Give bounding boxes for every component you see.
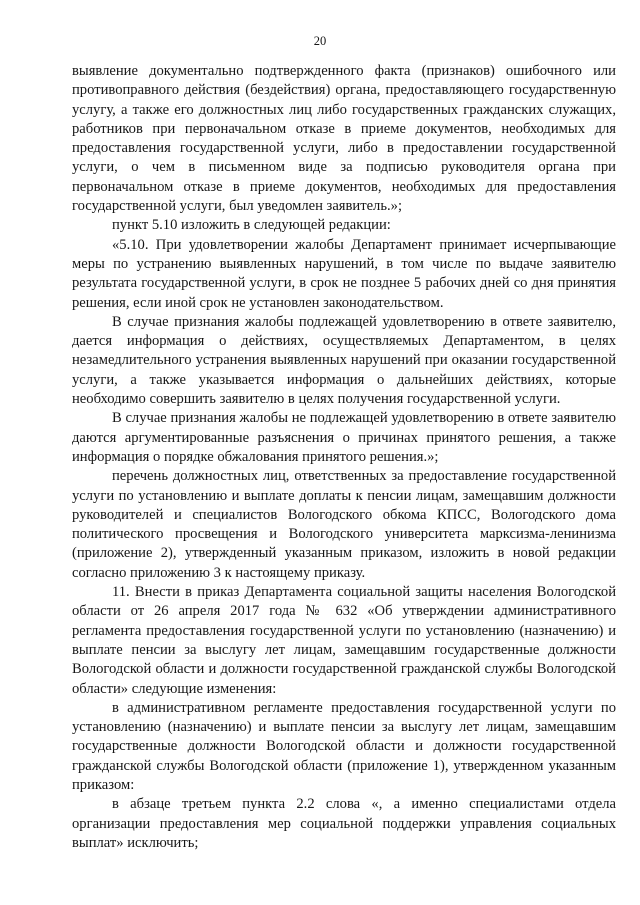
document-body xyxy=(72,62,616,853)
paragraph-clause-5-10: «5.10. При удовлетворении жалобы Департамент принимает исчерпывающие меры по устранению выявленных нарушений, в том числе по выдаче заявителю результата государственной услуги, в срок не позднее 5 рабочих дней со дня принятия решения, если иной срок не установлен законодательством. xyxy=(72,236,616,311)
paragraph-clause-2-2: в абзаце третьем пункта 2.2 слова «, а именно специалистами отдела организации предоставления мер социальной поддержки управления социальных выплат» исключить; xyxy=(72,796,616,851)
paragraph-item-11: 11. Внести в приказ Департамента социальной защиты населения Вологодской области от 26 апреля 2017 года № 632 «Об утверждении административного регламента предоставления государственной услуги по установлению (назначению) и выплате пенсии за выслугу лет лицам, замещавшим государственные должности Вологодской области и должности государственной гражданской службы Вологодской области» следующие изменения: xyxy=(72,584,616,697)
paragraph-complaint-satisfied: В случае признания жалобы подлежащей удовлетворению в ответе заявителю, дается информация о действиях, осуществляемых Департаментом, в целях незамедлительного устранения выявленных нарушений при оказании государственной услуги, а также указывается информация о дальнейших действиях, которые необходимо совершить заявителю в целях получения государственной услуги. xyxy=(72,313,616,408)
paragraph-clause-5-10-intro: пункт 5.10 изложить в следующей редакции: xyxy=(112,217,391,234)
paragraph-admin-regulation: в административном регламенте предоставления государственной услуги по установлению (назначению) и выплате пенсии за выслугу лет лицам, замещавшим государственные должности Вологодской области и должности государственной гражданской службы Вологодской области (приложение 1), утвержденном указанным приказом: xyxy=(72,699,616,793)
paragraph-complaint-grounds-end: выявление документально подтвержденного факта (признаков) ошибочного или противоправного действия (бездействия) органа, предоставляющего государственную услугу, а также его должностных лиц либо государственных гражданских служащих, работников при первоначальном отказе в приеме документов, необходимых для предоставления государственной услуги, либо в предоставлении государственной услуги, о чем в письменном виде за подписью руководителя органа при первоначальном отказе в приеме документов, необходимых для предоставления государственной услуги, был уведомлен заявитель.»; xyxy=(72,63,616,215)
paragraph-complaint-rejected: В случае признания жалобы не подлежащей удовлетворению в ответе заявителю даются аргументированные разъяснения о причинах принятого решения, а также информация о порядке обжалования принятого решения.»; xyxy=(72,410,616,465)
paragraph-officials-list: перечень должностных лиц, ответственных за предоставление государственной услуги по установлению и выплате доплаты к пенсии лицам, замещавшим должности руководителей и специалистов Вологодского обкома КПСС, Вологодского дома политического просвещения и Вологодского университета марксизма-ленинизма (приложение 2), утвержденный указанным приказом, изложить в новой редакции согласно приложению 3 к настоящему приказу. xyxy=(72,468,616,581)
page-number: 20 xyxy=(313,34,327,48)
